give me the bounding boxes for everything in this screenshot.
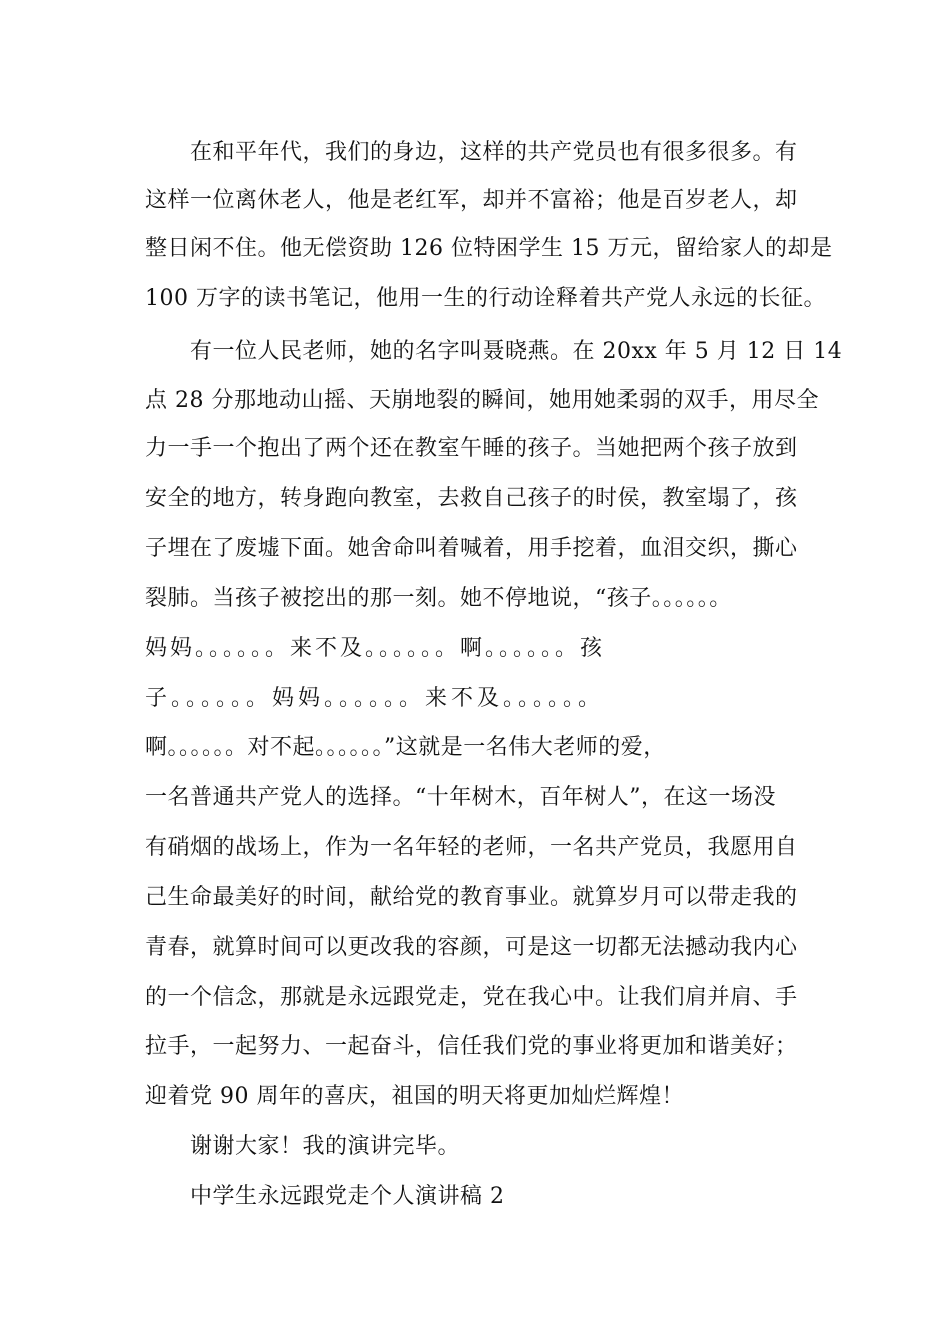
text-line: 整日闲不住。他无偿资助 126 位特困学生 15 万元，留给家人的却是 xyxy=(145,236,833,261)
text-line: 谢谢大家！我的演讲完毕。 xyxy=(190,1134,461,1159)
text-line: 的一个信念，那就是永远跟党走，党在我心中。让我们肩并肩、手 xyxy=(145,985,798,1010)
text-line: 有硝烟的战场上，作为一名年轻的老师，一名共产党员，我愿用自 xyxy=(145,835,798,860)
text-line: 青春，就算时间可以更改我的容颜，可是这一切都无法撼动我内心 xyxy=(145,935,798,960)
text-line: 在和平年代，我们的身边，这样的共产党员也有很多很多。有 xyxy=(190,140,798,165)
section-heading: 中学生永远跟党走个人演讲稿 2 xyxy=(190,1184,505,1209)
text-line: 啊。。。。。。对不起。。。。。。”这就是一名伟大老师的爱， xyxy=(145,735,666,760)
text-line: 迎着党 90 周年的喜庆，祖国的明天将更加灿烂辉煌！ xyxy=(145,1084,684,1109)
text-line: 裂肺。当孩子被挖出的那一刻。她不停地说，“孩子。。。。。。 xyxy=(145,586,732,611)
text-line: 妈妈。。。。。。来不及。。。。。。啊。。。。。。孩 xyxy=(145,636,606,661)
text-line: 安全的地方，转身跑向教室，去救自己孩子的时侯，教室塌了，孩 xyxy=(145,486,798,511)
text-line: 有一位人民老师，她的名字叫聂晓燕。在 20xx 年 5 月 12 日 14 xyxy=(190,339,843,364)
text-line: 子埋在了废墟下面。她舍命叫着喊着，用手挖着，血泪交织，撕心 xyxy=(145,536,798,561)
text-line: 己生命最美好的时间，献给党的教育事业。就算岁月可以带走我的 xyxy=(145,885,798,910)
text-line: 点 28 分那地动山摇、天崩地裂的瞬间，她用她柔弱的双手，用尽全 xyxy=(145,388,819,413)
text-line: 这样一位离休老人，他是老红军，却并不富裕；他是百岁老人，却 xyxy=(145,188,798,213)
text-line: 力一手一个抱出了两个还在教室午睡的孩子。当她把两个孩子放到 xyxy=(145,436,798,461)
text-line: 一名普通共产党人的选择。“十年树木，百年树人”，在这一场没 xyxy=(145,785,776,810)
text-line: 100 万字的读书笔记，他用一生的行动诠释着共产党人永远的长征。 xyxy=(145,286,826,311)
text-line: 子。。。。。。妈妈。。。。。。来不及。。。。。。 xyxy=(145,686,605,711)
text-line: 拉手，一起努力、一起奋斗，信任我们党的事业将更加和谐美好； xyxy=(145,1034,798,1059)
